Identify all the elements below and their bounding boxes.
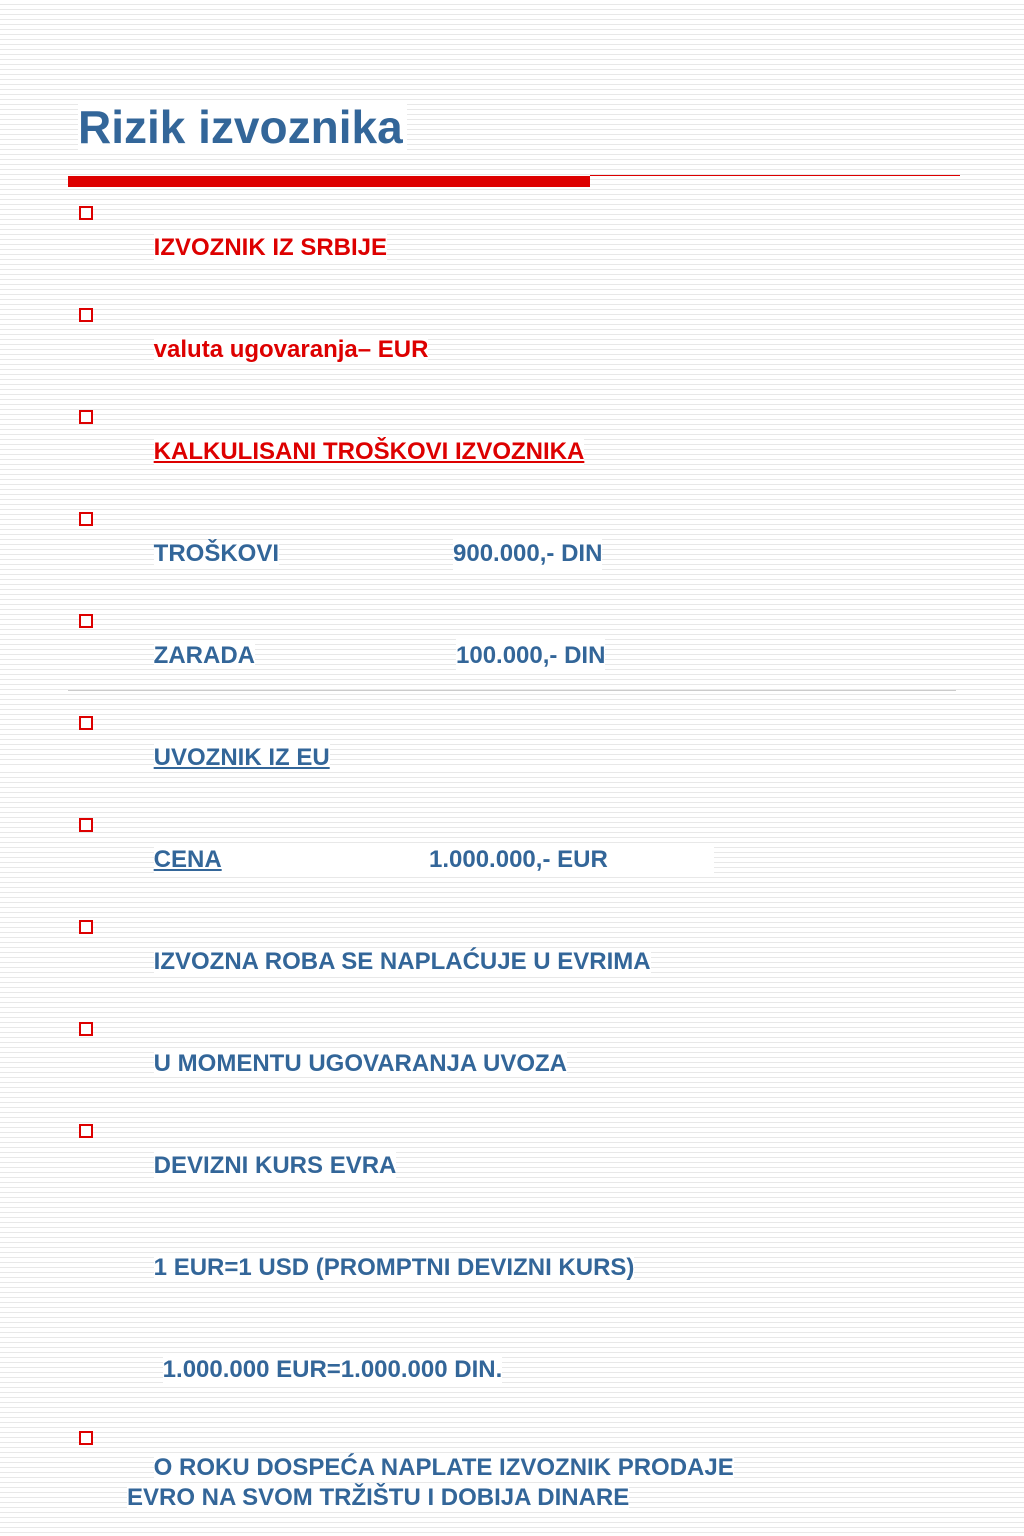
footer-divider: [68, 690, 956, 691]
item-text-line-1: O ROKU DOSPEĆA NAPLATE IZVOZNIK PRODAJE: [153, 1454, 734, 1481]
item-underlined-row: [154, 843, 714, 877]
list-item: [76, 1115, 976, 1217]
item-text: valuta ugovaranja– EUR: [153, 336, 429, 363]
square-bullet-icon: [79, 818, 93, 832]
item-text: 1.000.000 EUR=1.000.000 DIN.: [162, 1356, 503, 1383]
item-value: 1.000.000,- EUR: [429, 846, 608, 873]
title-underline-thick: [68, 176, 590, 187]
list-item: [76, 707, 976, 809]
item-text: 1 EUR=1 USD (PROMPTNI DEVIZNI KURS): [153, 1254, 635, 1281]
item-label: TROŠKOVI: [153, 540, 280, 567]
item-text-line-2: EVRO NA SVOM TRŽIŠTU I DOBIJA DINARE: [127, 1484, 630, 1511]
square-bullet-icon: [79, 410, 93, 424]
item-label: ZARADA: [153, 642, 255, 669]
square-bullet-icon: [79, 512, 93, 526]
list-item: [76, 1423, 976, 1536]
item-label: CENA: [153, 846, 222, 873]
square-bullet-icon: [79, 920, 93, 934]
square-bullet-icon: [79, 206, 93, 220]
title-underline-thin: [590, 175, 960, 176]
bullet-list: [76, 197, 976, 1536]
item-text: KALKULISANI TROŠKOVI IZVOZNIKA: [153, 438, 585, 465]
list-item: [76, 1013, 976, 1115]
list-continuation: [76, 1319, 976, 1421]
item-text: UVOZNIK IZ EU: [153, 744, 330, 771]
list-item: [76, 503, 976, 605]
square-bullet-icon: [79, 308, 93, 322]
list-item: [76, 401, 976, 503]
item-text: U MOMENTU UGOVARANJA UVOZA: [153, 1050, 568, 1077]
square-bullet-icon: [79, 1022, 93, 1036]
list-item: [76, 605, 976, 707]
slide-title: Rizik izvoznika: [78, 102, 407, 153]
item-text: DEVIZNI KURS EVRA: [153, 1152, 397, 1179]
list-item: [76, 299, 976, 401]
list-item: [76, 197, 976, 299]
square-bullet-icon: [79, 1124, 93, 1138]
list-continuation: [76, 1217, 976, 1319]
square-bullet-icon: [79, 1431, 93, 1445]
item-value: 100.000,- DIN: [456, 639, 605, 673]
list-item: [76, 911, 976, 1013]
list-item: [76, 809, 976, 911]
square-bullet-icon: [79, 716, 93, 730]
item-text: IZVOZNIK IZ SRBIJE: [153, 234, 388, 261]
item-value: 900.000,- DIN: [453, 537, 602, 571]
item-text: IZVOZNA ROBA SE NAPLAĆUJE U EVRIMA: [153, 948, 651, 975]
square-bullet-icon: [79, 614, 93, 628]
